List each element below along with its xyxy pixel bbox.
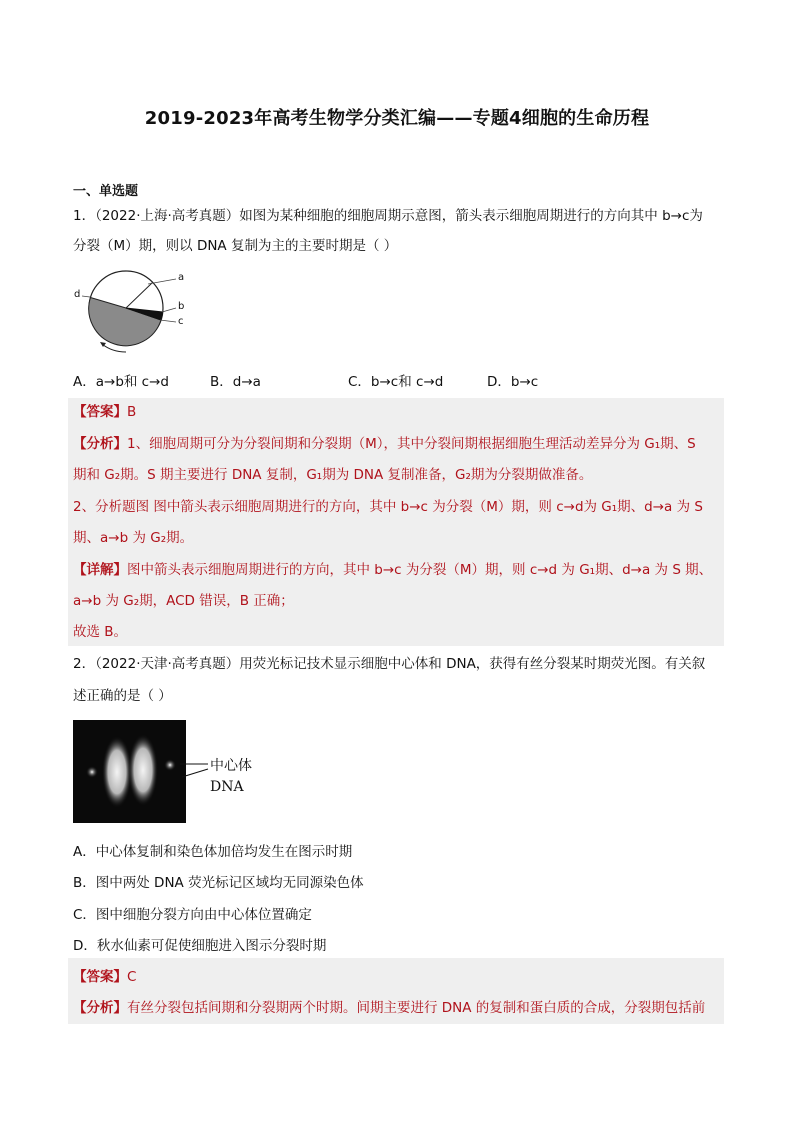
cell-cycle-pie-diagram	[68, 262, 208, 362]
q1-analysis-line2: 期和 G₂期。S 期主要进行 DNA 复制，G₁期为 DNA 复制准备，G₂期为分裂期做准备。	[73, 467, 593, 483]
q2-option-a: A．中心体复制和染色体加倍均发生在图示时期	[73, 844, 353, 860]
q1-detail-tag: 【详解】	[73, 562, 127, 578]
q2-analysis-line1: 【分析】有丝分裂包括间期和分裂期两个时期。间期主要进行 DNA 的复制和蛋白质的合成，分裂期包括前	[73, 1000, 706, 1016]
q1-answer-value: B	[127, 404, 137, 420]
q1-option-c: C．b→c和 c→d	[348, 374, 444, 390]
q2-label-dna: DNA	[210, 779, 244, 795]
fluorescence-micrograph	[73, 720, 186, 823]
q1-fig-label-d: d	[74, 289, 81, 300]
q1-analysis-line4: 期、a→b 为 G₂期。	[73, 530, 194, 546]
q2-analysis-tag: 【分析】	[73, 1000, 127, 1016]
q1-detail-line3: 故选 B。	[73, 624, 128, 640]
q1-analysis-line1: 【分析】1、细胞周期可分为分裂间期和分裂期（M），其中分裂间期根据细胞生理活动差异分为 G₁期、S	[73, 436, 696, 452]
q1-fig-label-c: c	[178, 316, 184, 327]
q1-detail-line1: 【详解】图中箭头表示细胞周期进行的方向，其中 b→c 为分裂（M）期，则 c→d 为 G₁期、d→a 为 S 期、	[73, 562, 713, 578]
q1-answer	[73, 402, 723, 422]
q1-option-a: A．a→b和 c→d	[73, 374, 169, 390]
q2-fluorescence-image	[73, 720, 186, 823]
q1-analysis-tag: 【分析】	[73, 436, 127, 452]
q2-label-leaders	[180, 755, 210, 795]
q1-fig-label-a: a	[178, 272, 185, 283]
q2-answer	[73, 967, 723, 987]
q1-stem-line2: 分裂（M）期，则以 DNA 复制为主的主要时期是（ ）	[73, 238, 398, 254]
document-title: 2019-2023年高考生物学分类汇编——专题4细胞的生命历程	[144, 108, 650, 129]
q2-option-c: C．图中细胞分裂方向由中心体位置确定	[73, 907, 312, 923]
q1-analysis-line3: 2、分析题图 图中箭头表示细胞周期进行的方向，其中 b→c 为分裂（M）期，则 c→d为 G₁期、d→a 为 S	[73, 499, 703, 515]
q1-stem-line1: 1．（2022·上海·高考真题）如图为某种细胞的细胞周期示意图，箭头表示细胞周期进行的方向其中 b→c为	[73, 208, 703, 224]
q2-stem-line1: 2．（2022·天津·高考真题）用荧光标记技术显示细胞中心体和 DNA，获得有丝分裂某时期荧光图。有关叙	[73, 656, 706, 672]
q2-option-d: D．秋水仙素可促使细胞进入图示分裂时期	[73, 938, 327, 954]
q2-answer-value: C	[127, 969, 137, 985]
q2-stem-line2: 述正确的是（ ）	[73, 688, 172, 704]
q1-cell-cycle-figure	[68, 262, 208, 362]
section-heading: 一、单选题	[73, 184, 139, 199]
q1-option-b: B．d→a	[210, 374, 261, 390]
q1-detail-line2: a→b 为 G₂期，ACD 错误，B 正确；	[73, 593, 294, 609]
q2-answer-tag: 【答案】	[73, 969, 127, 985]
q1-fig-label-b: b	[178, 301, 185, 312]
q1-option-d: D．b→c	[487, 374, 539, 390]
q2-option-b: B．图中两处 DNA 荧光标记区域均无同源染色体	[73, 875, 364, 891]
q1-answer-tag: 【答案】	[73, 404, 127, 420]
q2-label-centrosome: 中心体	[210, 758, 252, 774]
